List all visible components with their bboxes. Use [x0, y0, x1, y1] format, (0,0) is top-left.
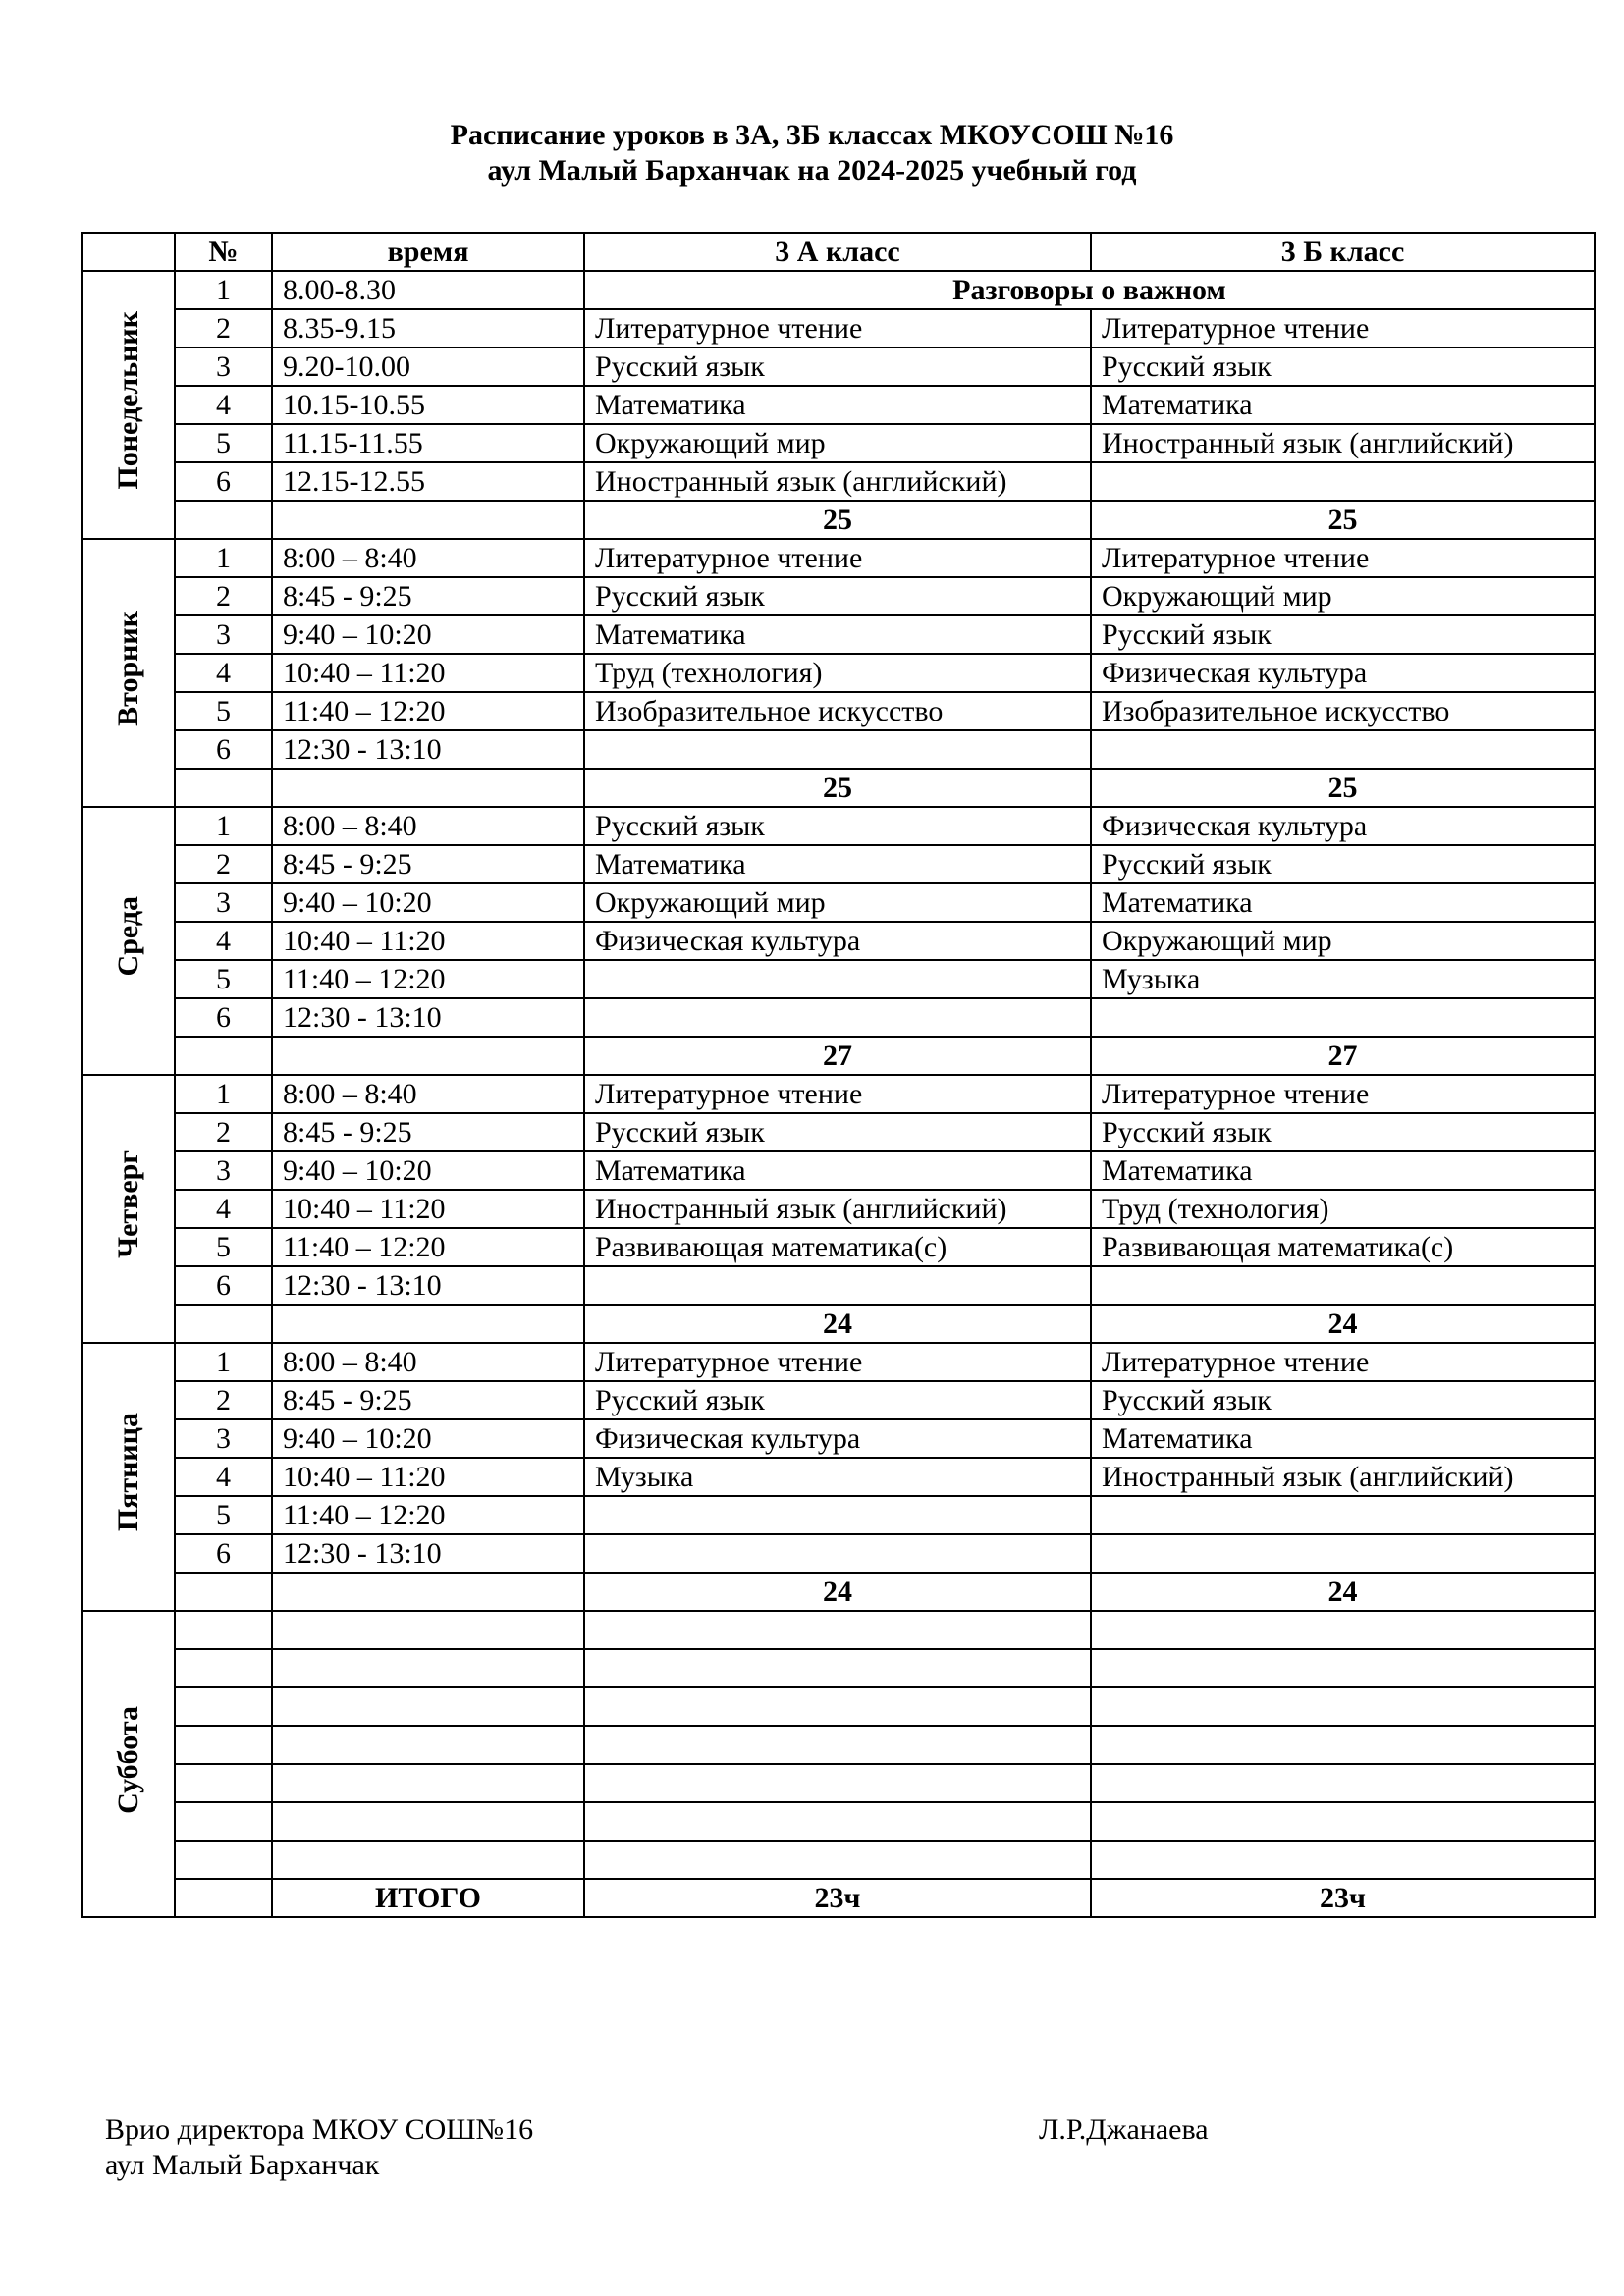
lesson-number: 1: [175, 539, 272, 577]
lesson-number: 6: [175, 462, 272, 501]
lesson-number: 5: [175, 960, 272, 998]
lesson-row: [82, 730, 1595, 769]
empty-time: [272, 1841, 584, 1879]
total-empty-time: [272, 1037, 584, 1075]
lesson-class-3b: Русский язык: [1091, 1381, 1595, 1419]
empty-time: [272, 1687, 584, 1726]
lesson-class-3a: Иностранный язык (английский): [584, 462, 1091, 501]
lesson-class-3a: Математика: [584, 615, 1091, 654]
lesson-row: [82, 692, 1595, 730]
lesson-time: 8.35-9.15: [272, 309, 584, 347]
header-class-3a: 3 А класс: [584, 233, 1091, 271]
lesson-class-3a: Окружающий мир: [584, 424, 1091, 462]
lesson-time: 11.15-11.55: [272, 424, 584, 462]
lesson-class-3a: [584, 960, 1091, 998]
lesson-row: [82, 1151, 1595, 1190]
total-hours-3b: 24: [1091, 1573, 1595, 1611]
empty-class-3a: [584, 1611, 1091, 1649]
lesson-class-3a: Музыка: [584, 1458, 1091, 1496]
lesson-class-3a: Русский язык: [584, 1381, 1091, 1419]
lesson-class-3b: Математика: [1091, 1419, 1595, 1458]
day-total-row: [82, 501, 1595, 539]
lesson-number: 1: [175, 1075, 272, 1113]
schedule-title-line-2: аул Малый Барханчак на 2024-2025 учебный год: [487, 154, 1137, 187]
lesson-time: 12:30 - 13:10: [272, 1534, 584, 1573]
total-hours-3a: 24: [584, 1573, 1091, 1611]
lesson-class-3b: Изобразительное искусство: [1091, 692, 1595, 730]
lesson-number: 2: [175, 309, 272, 347]
itogo-row: [82, 1879, 1595, 1917]
lesson-class-3a: Русский язык: [584, 1113, 1091, 1151]
lesson-number: 4: [175, 386, 272, 424]
lesson-both-classes: Разговоры о важном: [584, 271, 1595, 309]
lesson-class-3a: Физическая культура: [584, 1419, 1091, 1458]
lesson-class-3b: Математика: [1091, 386, 1595, 424]
day-name: Четверг: [112, 1150, 144, 1258]
lesson-number: 5: [175, 424, 272, 462]
schedule-title-line-1: Расписание уроков в 3А, 3Б классах МКОУСОШ №16: [450, 119, 1174, 151]
lesson-class-3b: Музыка: [1091, 960, 1595, 998]
lesson-class-3b: [1091, 462, 1595, 501]
signature-location: аул Малый Барханчак: [105, 2149, 380, 2181]
header-time: время: [272, 233, 584, 271]
empty-time: [272, 1726, 584, 1764]
total-hours-3b: 24: [1091, 1305, 1595, 1343]
lesson-time: 11:40 – 12:20: [272, 1496, 584, 1534]
lesson-class-3b: Физическая культура: [1091, 654, 1595, 692]
lesson-time: 10:40 – 11:20: [272, 654, 584, 692]
lesson-row: [82, 1458, 1595, 1496]
lesson-class-3b: Физическая культура: [1091, 807, 1595, 845]
lesson-time: 8:00 – 8:40: [272, 539, 584, 577]
total-hours-3b: 25: [1091, 769, 1595, 807]
lesson-time: 9:40 – 10:20: [272, 615, 584, 654]
total-hours-3a: 25: [584, 501, 1091, 539]
itogo-empty-number: [175, 1879, 272, 1917]
lesson-class-3b: Математика: [1091, 1151, 1595, 1190]
lesson-number: 3: [175, 347, 272, 386]
lesson-time: 9:40 – 10:20: [272, 1419, 584, 1458]
empty-class-3b: [1091, 1726, 1595, 1764]
empty-row: [82, 1802, 1595, 1841]
lesson-number: 2: [175, 1113, 272, 1151]
lesson-row: [82, 845, 1595, 883]
lesson-class-3b: [1091, 1534, 1595, 1573]
total-hours-3a: 27: [584, 1037, 1091, 1075]
total-empty-number: [175, 769, 272, 807]
day-label: [82, 1343, 175, 1611]
total-empty-time: [272, 501, 584, 539]
empty-time: [272, 1764, 584, 1802]
empty-class-3a: [584, 1649, 1091, 1687]
header-class-3b: 3 Б класс: [1091, 233, 1595, 271]
lesson-class-3a: Окружающий мир: [584, 883, 1091, 922]
empty-number: [175, 1802, 272, 1841]
signature-position: Врио директора МКОУ СОШ№16: [105, 2113, 534, 2146]
lesson-time: 11:40 – 12:20: [272, 692, 584, 730]
empty-time: [272, 1802, 584, 1841]
lesson-class-3b: [1091, 1496, 1595, 1534]
lesson-number: 3: [175, 883, 272, 922]
lesson-row: [82, 807, 1595, 845]
day-label: [82, 807, 175, 1075]
itogo-3b: 23ч: [1091, 1879, 1595, 1917]
lesson-class-3b: Русский язык: [1091, 1113, 1595, 1151]
total-empty-number: [175, 1037, 272, 1075]
lesson-number: 6: [175, 1534, 272, 1573]
lesson-number: 5: [175, 1496, 272, 1534]
lesson-row: [82, 654, 1595, 692]
day-name: Среда: [112, 896, 144, 977]
lesson-time: 8:45 - 9:25: [272, 577, 584, 615]
lesson-row: [82, 539, 1595, 577]
lesson-number: 5: [175, 692, 272, 730]
lesson-class-3a: [584, 1496, 1091, 1534]
lesson-number: 6: [175, 1266, 272, 1305]
total-empty-time: [272, 769, 584, 807]
lesson-class-3a: Физическая культура: [584, 922, 1091, 960]
lesson-class-3b: Математика: [1091, 883, 1595, 922]
lesson-class-3b: [1091, 730, 1595, 769]
lesson-number: 1: [175, 1343, 272, 1381]
lesson-class-3b: Литературное чтение: [1091, 1075, 1595, 1113]
empty-number: [175, 1841, 272, 1879]
empty-time: [272, 1649, 584, 1687]
lesson-row: [82, 577, 1595, 615]
lesson-time: 8:45 - 9:25: [272, 1381, 584, 1419]
itogo-3a: 23ч: [584, 1879, 1091, 1917]
lesson-row: [82, 462, 1595, 501]
day-name: Суббота: [112, 1705, 144, 1814]
itogo-label: ИТОГО: [272, 1879, 584, 1917]
lesson-time: 12:30 - 13:10: [272, 730, 584, 769]
lesson-class-3a: Литературное чтение: [584, 539, 1091, 577]
empty-class-3a: [584, 1841, 1091, 1879]
empty-row: [82, 1649, 1595, 1687]
empty-class-3a: [584, 1687, 1091, 1726]
lesson-class-3b: Литературное чтение: [1091, 539, 1595, 577]
lesson-class-3a: Литературное чтение: [584, 1075, 1091, 1113]
schedule-table: [81, 232, 1596, 1918]
lesson-class-3a: [584, 730, 1091, 769]
lesson-row: [82, 1381, 1595, 1419]
empty-class-3b: [1091, 1841, 1595, 1879]
day-label: [82, 1075, 175, 1343]
empty-row: [82, 1611, 1595, 1649]
day-label: [82, 539, 175, 807]
lesson-row: [82, 1534, 1595, 1573]
empty-row: [82, 1841, 1595, 1879]
empty-class-3a: [584, 1802, 1091, 1841]
empty-class-3b: [1091, 1687, 1595, 1726]
empty-class-3a: [584, 1764, 1091, 1802]
header-number: №: [175, 233, 272, 271]
lesson-time: 10:40 – 11:20: [272, 1190, 584, 1228]
lesson-row: [82, 922, 1595, 960]
lesson-row: [82, 386, 1595, 424]
lesson-time: 10:40 – 11:20: [272, 922, 584, 960]
day-total-row: [82, 1573, 1595, 1611]
header-row: [82, 233, 1595, 271]
day-label: [82, 271, 175, 539]
lesson-class-3b: Окружающий мир: [1091, 922, 1595, 960]
lesson-number: 2: [175, 577, 272, 615]
lesson-class-3b: Труд (технология): [1091, 1190, 1595, 1228]
lesson-class-3b: Литературное чтение: [1091, 309, 1595, 347]
lesson-row: [82, 1113, 1595, 1151]
header-day-cell: [82, 233, 175, 271]
empty-class-3b: [1091, 1611, 1595, 1649]
lesson-time: 8:45 - 9:25: [272, 1113, 584, 1151]
lesson-class-3b: Русский язык: [1091, 615, 1595, 654]
total-hours-3a: 25: [584, 769, 1091, 807]
lesson-row: [82, 1343, 1595, 1381]
lesson-class-3b: Русский язык: [1091, 845, 1595, 883]
day-total-row: [82, 1305, 1595, 1343]
lesson-number: 4: [175, 922, 272, 960]
lesson-time: 8:00 – 8:40: [272, 1343, 584, 1381]
lesson-number: 3: [175, 1151, 272, 1190]
total-empty-number: [175, 1305, 272, 1343]
day-name: Понедельник: [112, 311, 144, 490]
total-empty-time: [272, 1305, 584, 1343]
lesson-row: [82, 1266, 1595, 1305]
day-name: Вторник: [112, 611, 144, 726]
lesson-number: 4: [175, 1458, 272, 1496]
empty-class-3b: [1091, 1649, 1595, 1687]
lesson-time: 8:00 – 8:40: [272, 807, 584, 845]
lesson-number: 2: [175, 1381, 272, 1419]
lesson-time: 9:40 – 10:20: [272, 1151, 584, 1190]
lesson-class-3a: Математика: [584, 845, 1091, 883]
lesson-time: 8:00 – 8:40: [272, 1075, 584, 1113]
lesson-class-3b: Литературное чтение: [1091, 1343, 1595, 1381]
lesson-class-3a: Иностранный язык (английский): [584, 1190, 1091, 1228]
lesson-time: 8.00-8.30: [272, 271, 584, 309]
lesson-row: [82, 883, 1595, 922]
lesson-number: 4: [175, 654, 272, 692]
total-hours-3b: 27: [1091, 1037, 1595, 1075]
empty-class-3b: [1091, 1802, 1595, 1841]
lesson-row: [82, 347, 1595, 386]
lesson-row: [82, 1075, 1595, 1113]
lesson-time: 11:40 – 12:20: [272, 1228, 584, 1266]
lesson-number: 2: [175, 845, 272, 883]
lesson-time: 12.15-12.55: [272, 462, 584, 501]
day-name: Пятница: [112, 1413, 144, 1532]
lesson-class-3b: Окружающий мир: [1091, 577, 1595, 615]
lesson-class-3a: Русский язык: [584, 577, 1091, 615]
lesson-number: 3: [175, 615, 272, 654]
empty-number: [175, 1649, 272, 1687]
lesson-class-3a: [584, 1266, 1091, 1305]
lesson-row: [82, 615, 1595, 654]
lesson-row: [82, 1228, 1595, 1266]
day-total-row: [82, 1037, 1595, 1075]
lesson-class-3a: Труд (технология): [584, 654, 1091, 692]
lesson-class-3a: Изобразительное искусство: [584, 692, 1091, 730]
lesson-class-3a: [584, 998, 1091, 1037]
lesson-row: [82, 998, 1595, 1037]
empty-number: [175, 1726, 272, 1764]
lesson-row: [82, 309, 1595, 347]
lesson-row: [82, 1190, 1595, 1228]
lesson-row: [82, 424, 1595, 462]
lesson-class-3a: Математика: [584, 1151, 1091, 1190]
lesson-number: 1: [175, 807, 272, 845]
total-empty-number: [175, 1573, 272, 1611]
lesson-time: 12:30 - 13:10: [272, 1266, 584, 1305]
lesson-time: 9:40 – 10:20: [272, 883, 584, 922]
empty-class-3a: [584, 1726, 1091, 1764]
lesson-class-3b: Развивающая математика(с): [1091, 1228, 1595, 1266]
lesson-class-3b: Русский язык: [1091, 347, 1595, 386]
lesson-class-3a: Русский язык: [584, 807, 1091, 845]
empty-number: [175, 1687, 272, 1726]
lesson-row: [82, 271, 1595, 309]
day-label: [82, 1611, 175, 1917]
lesson-class-3b: Иностранный язык (английский): [1091, 1458, 1595, 1496]
lesson-time: 11:40 – 12:20: [272, 960, 584, 998]
empty-row: [82, 1687, 1595, 1726]
lesson-class-3b: [1091, 998, 1595, 1037]
lesson-time: 10.15-10.55: [272, 386, 584, 424]
lesson-class-3b: [1091, 1266, 1595, 1305]
total-hours-3a: 24: [584, 1305, 1091, 1343]
lesson-time: 9.20-10.00: [272, 347, 584, 386]
lesson-time: 10:40 – 11:20: [272, 1458, 584, 1496]
total-empty-time: [272, 1573, 584, 1611]
empty-number: [175, 1611, 272, 1649]
empty-class-3b: [1091, 1764, 1595, 1802]
empty-number: [175, 1764, 272, 1802]
lesson-time: 12:30 - 13:10: [272, 998, 584, 1037]
lesson-row: [82, 1419, 1595, 1458]
total-empty-number: [175, 501, 272, 539]
total-hours-3b: 25: [1091, 501, 1595, 539]
lesson-number: 5: [175, 1228, 272, 1266]
lesson-class-3a: [584, 1534, 1091, 1573]
lesson-number: 1: [175, 271, 272, 309]
lesson-time: 8:45 - 9:25: [272, 845, 584, 883]
lesson-class-3a: Литературное чтение: [584, 1343, 1091, 1381]
signature-name: Л.Р.Джанаева: [1039, 2113, 1209, 2146]
lesson-class-3a: Русский язык: [584, 347, 1091, 386]
empty-row: [82, 1764, 1595, 1802]
lesson-row: [82, 1496, 1595, 1534]
lesson-number: 3: [175, 1419, 272, 1458]
lesson-row: [82, 960, 1595, 998]
lesson-class-3a: Математика: [584, 386, 1091, 424]
lesson-number: 6: [175, 730, 272, 769]
lesson-class-3b: Иностранный язык (английский): [1091, 424, 1595, 462]
empty-time: [272, 1611, 584, 1649]
lesson-class-3a: Развивающая математика(с): [584, 1228, 1091, 1266]
lesson-number: 6: [175, 998, 272, 1037]
lesson-class-3a: Литературное чтение: [584, 309, 1091, 347]
lesson-number: 4: [175, 1190, 272, 1228]
empty-row: [82, 1726, 1595, 1764]
day-total-row: [82, 769, 1595, 807]
